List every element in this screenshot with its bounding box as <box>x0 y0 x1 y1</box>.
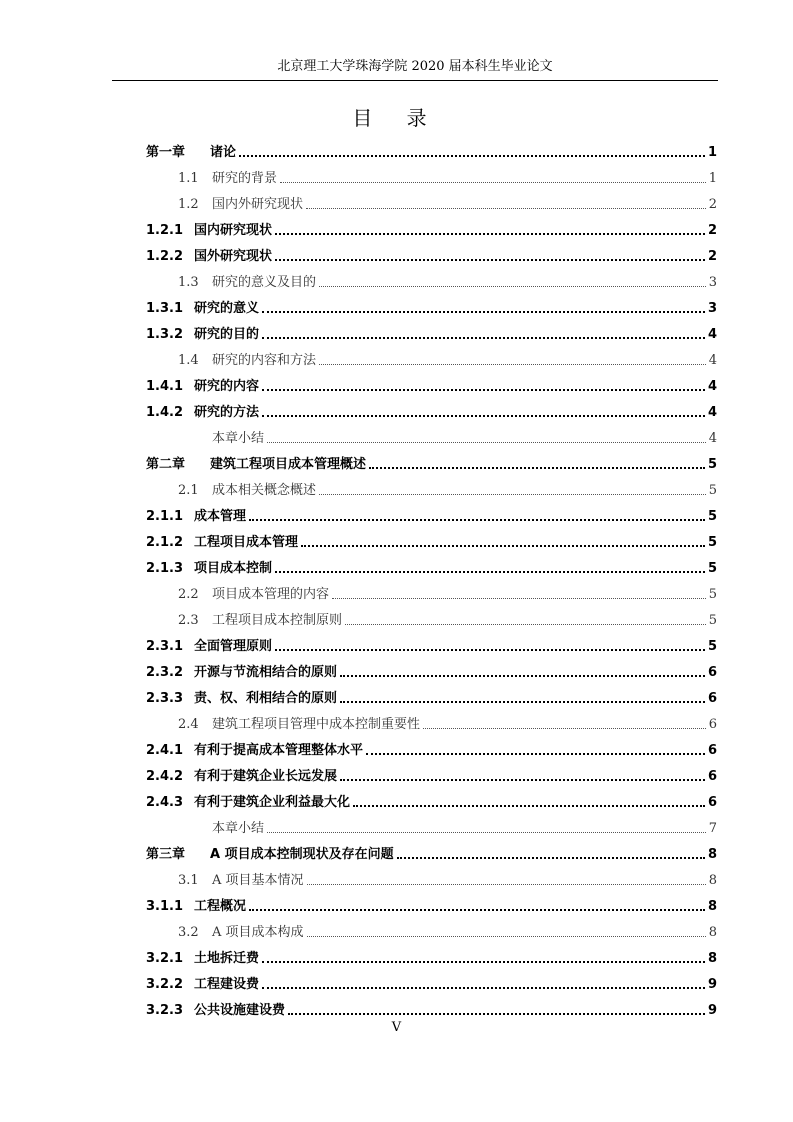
toc-entry-page: 6 <box>707 691 717 706</box>
toc-entry-number: 2.4 <box>178 717 199 732</box>
toc-entry-number: 2.3 <box>178 613 199 628</box>
toc-entry-page: 6 <box>707 743 717 758</box>
toc-dot-leader <box>306 208 706 209</box>
toc-entry[interactable] <box>146 135 717 161</box>
toc-entry-page: 8 <box>707 951 717 966</box>
toc-entry-page: 8 <box>708 925 717 940</box>
toc-entry-title: A 项目成本控制现状及存在问题 <box>210 847 394 862</box>
toc-entry-title: 工程概况 <box>194 899 247 914</box>
toc-dot-leader <box>262 311 705 313</box>
toc-entry-page: 8 <box>707 899 717 914</box>
toc-entry[interactable] <box>146 629 717 655</box>
toc-entry-title: 国外研究现状 <box>194 249 273 264</box>
toc-entry-page: 9 <box>707 1003 717 1018</box>
toc-entry-page: 4 <box>707 379 717 394</box>
toc-entry-number: 1.3 <box>178 275 199 290</box>
toc-entry-page: 2 <box>708 197 717 212</box>
toc-entry-page: 6 <box>708 717 717 732</box>
toc-entry[interactable] <box>146 603 717 629</box>
toc-entry[interactable] <box>146 239 717 265</box>
toc-entry-page: 6 <box>707 665 717 680</box>
toc-entry[interactable] <box>146 993 717 1019</box>
toc-entry[interactable] <box>146 291 717 317</box>
toc-entry[interactable] <box>146 863 717 889</box>
toc-dot-leader <box>319 494 706 495</box>
toc-entry-title: 项目成本控制 <box>194 561 273 576</box>
toc-dot-leader <box>262 987 705 989</box>
toc-entry[interactable] <box>146 681 717 707</box>
toc-entry-page: 5 <box>708 483 717 498</box>
toc-dot-leader <box>301 545 705 547</box>
toc-entry-page: 5 <box>707 509 717 524</box>
toc-entry-title: 项目成本管理的内容 <box>212 587 330 602</box>
toc-entry[interactable] <box>146 941 717 967</box>
toc-entry-page: 5 <box>707 561 717 576</box>
toc-dot-leader <box>262 337 705 339</box>
toc-entry-number: 1.1 <box>178 171 199 186</box>
toc-entry-title: 公共设施建设费 <box>194 1003 286 1018</box>
toc-entry-number: 2.3.3 <box>146 691 184 706</box>
toc-dot-leader <box>366 753 705 755</box>
toc-entry-page: 5 <box>707 535 717 550</box>
toc-entry[interactable] <box>146 577 717 603</box>
toc-entry-page: 6 <box>707 795 717 810</box>
toc-entry-title: 国内研究现状 <box>194 223 273 238</box>
toc-entry[interactable] <box>146 811 717 837</box>
toc-entry-number: 2.3.1 <box>146 639 184 654</box>
toc-entry[interactable] <box>146 525 717 551</box>
toc-entry[interactable] <box>146 395 717 421</box>
toc-entry-number: 3.2.3 <box>146 1003 184 1018</box>
toc-entry-title: 研究的目的 <box>194 327 260 342</box>
toc-dot-leader <box>239 155 705 157</box>
toc-dot-leader <box>288 1013 705 1015</box>
toc-entry-title: 成本管理 <box>194 509 247 524</box>
toc-entry-page: 9 <box>707 977 717 992</box>
toc-entry-page: 8 <box>708 873 717 888</box>
toc-entry-number: 3.1.1 <box>146 899 184 914</box>
toc-entry-title: 建筑工程项目成本管理概述 <box>210 457 367 472</box>
toc-dot-leader <box>280 182 706 183</box>
toc-entry[interactable] <box>146 655 717 681</box>
toc-dot-leader <box>275 571 705 573</box>
toc-entry[interactable] <box>146 915 717 941</box>
toc-entry-number: 1.2 <box>178 197 199 212</box>
toc-entry-number: 1.3.1 <box>146 301 184 316</box>
toc-entry-title: 研究的意义 <box>194 301 260 316</box>
toc-entry-page: 5 <box>708 587 717 602</box>
toc-entry-title: 国内外研究现状 <box>212 197 304 212</box>
toc-entry[interactable] <box>146 499 717 525</box>
toc-dot-leader <box>340 675 705 677</box>
toc-entry-title: 开源与节流相结合的原则 <box>194 665 338 680</box>
toc-entry[interactable] <box>146 161 717 187</box>
toc-entry-number: 1.2.2 <box>146 249 184 264</box>
toc-entry[interactable] <box>146 759 717 785</box>
toc-entry[interactable] <box>146 265 717 291</box>
toc-dot-leader <box>262 389 705 391</box>
toc-entry-title: 全面管理原则 <box>194 639 273 654</box>
toc-entry-number: 2.4.2 <box>146 769 184 784</box>
toc-entry-number: 2.1.3 <box>146 561 184 576</box>
toc-entry-page: 3 <box>707 301 717 316</box>
toc-entry-number: 2.1.2 <box>146 535 184 550</box>
toc-entry[interactable] <box>146 785 717 811</box>
table-of-contents <box>146 135 717 1019</box>
toc-entry-page: 8 <box>707 847 717 862</box>
toc-entry[interactable] <box>146 889 717 915</box>
toc-entry-page: 4 <box>708 431 717 446</box>
toc-entry-number: 3.2.1 <box>146 951 184 966</box>
toc-entry-title: 责、权、利相结合的原则 <box>194 691 338 706</box>
toc-entry[interactable] <box>146 369 717 395</box>
toc-dot-leader <box>307 936 706 937</box>
toc-entry-page: 2 <box>707 223 717 238</box>
toc-entry-number: 2.1 <box>178 483 199 498</box>
toc-dot-leader <box>340 701 705 703</box>
toc-entry-title: 研究的背景 <box>212 171 278 186</box>
toc-entry-number: 第三章 <box>146 847 186 862</box>
toc-entry-title: 本章小结 <box>212 431 265 446</box>
page-number: V <box>391 1020 402 1035</box>
toc-entry-page: 5 <box>707 457 717 472</box>
toc-dot-leader <box>369 467 705 469</box>
toc-entry[interactable] <box>146 473 717 499</box>
toc-entry-title: A 项目基本情况 <box>212 873 304 888</box>
toc-dot-leader <box>319 364 706 365</box>
toc-dot-leader <box>275 233 705 235</box>
toc-entry-number: 1.2.1 <box>146 223 184 238</box>
toc-entry-page: 7 <box>708 821 717 836</box>
toc-dot-leader <box>275 649 705 651</box>
toc-dot-leader <box>340 779 705 781</box>
toc-entry-title: 建筑工程项目管理中成本控制重要性 <box>212 717 421 732</box>
toc-dot-leader <box>319 286 706 287</box>
toc-entry[interactable] <box>146 733 717 759</box>
toc-entry-title: 有利于建筑企业利益最大化 <box>194 795 351 810</box>
toc-entry-page: 1 <box>707 145 717 160</box>
toc-entry-number: 2.4.1 <box>146 743 184 758</box>
toc-entry-number: 3.2.2 <box>146 977 184 992</box>
toc-entry-number: 3.1 <box>178 873 199 888</box>
toc-entry-number: 1.3.2 <box>146 327 184 342</box>
toc-dot-leader <box>262 961 705 963</box>
toc-dot-leader <box>267 442 706 443</box>
toc-dot-leader <box>345 624 706 625</box>
toc-dot-leader <box>397 857 705 859</box>
toc-entry-title: A 项目成本构成 <box>212 925 304 940</box>
toc-dot-leader <box>332 598 706 599</box>
toc-entry[interactable] <box>146 967 717 993</box>
header-rule <box>112 80 718 81</box>
toc-entry[interactable] <box>146 837 717 863</box>
toc-entry-number: 2.1.1 <box>146 509 184 524</box>
toc-entry-title: 研究的内容和方法 <box>212 353 317 368</box>
toc-entry-page: 5 <box>708 613 717 628</box>
toc-entry-page: 5 <box>707 639 717 654</box>
toc-dot-leader <box>267 832 706 833</box>
toc-entry-title: 工程建设费 <box>194 977 260 992</box>
toc-entry-title: 诸论 <box>210 145 237 160</box>
toc-entry-title: 成本相关概念概述 <box>212 483 317 498</box>
toc-entry-title: 工程项目成本控制原则 <box>212 613 343 628</box>
toc-entry-title: 研究的方法 <box>194 405 260 420</box>
toc-entry-page: 2 <box>707 249 717 264</box>
toc-entry-number: 1.4.1 <box>146 379 184 394</box>
toc-entry-title: 研究的意义及目的 <box>212 275 317 290</box>
toc-dot-leader <box>262 415 705 417</box>
toc-entry[interactable] <box>146 317 717 343</box>
toc-entry[interactable] <box>146 213 717 239</box>
toc-entry-number: 3.2 <box>178 925 199 940</box>
toc-entry-number: 2.2 <box>178 587 199 602</box>
toc-dot-leader <box>353 805 705 807</box>
toc-entry[interactable] <box>146 187 717 213</box>
toc-entry-number: 1.4 <box>178 353 199 368</box>
toc-entry-number: 2.3.2 <box>146 665 184 680</box>
toc-dot-leader <box>307 884 706 885</box>
toc-entry-number: 2.4.3 <box>146 795 184 810</box>
toc-entry[interactable] <box>146 421 717 447</box>
toc-entry-title: 工程项目成本管理 <box>194 535 299 550</box>
toc-entry[interactable] <box>146 707 717 733</box>
toc-dot-leader <box>423 728 706 729</box>
toc-entry-page: 4 <box>708 353 717 368</box>
toc-title: 目 录 <box>352 106 441 130</box>
toc-entry-page: 1 <box>708 171 717 186</box>
toc-entry[interactable] <box>146 447 717 473</box>
toc-entry-number: 1.4.2 <box>146 405 184 420</box>
toc-entry-title: 本章小结 <box>212 821 265 836</box>
toc-entry-page: 6 <box>707 769 717 784</box>
toc-entry-title: 土地拆迁费 <box>194 951 260 966</box>
toc-entry-number: 第二章 <box>146 457 186 472</box>
toc-entry-number: 第一章 <box>146 145 186 160</box>
toc-entry-page: 3 <box>708 275 717 290</box>
toc-entry[interactable] <box>146 551 717 577</box>
toc-entry-title: 研究的内容 <box>194 379 260 394</box>
toc-entry-title: 有利于建筑企业长远发展 <box>194 769 338 784</box>
toc-entry-title: 有利于提高成本管理整体水平 <box>194 743 364 758</box>
toc-dot-leader <box>275 259 705 261</box>
running-header: 北京理工大学珠海学院 2020 届本科生毕业论文 <box>277 59 553 74</box>
toc-entry[interactable] <box>146 343 717 369</box>
toc-entry-page: 4 <box>707 327 717 342</box>
toc-entry-page: 4 <box>707 405 717 420</box>
toc-dot-leader <box>249 909 705 911</box>
toc-dot-leader <box>249 519 705 521</box>
